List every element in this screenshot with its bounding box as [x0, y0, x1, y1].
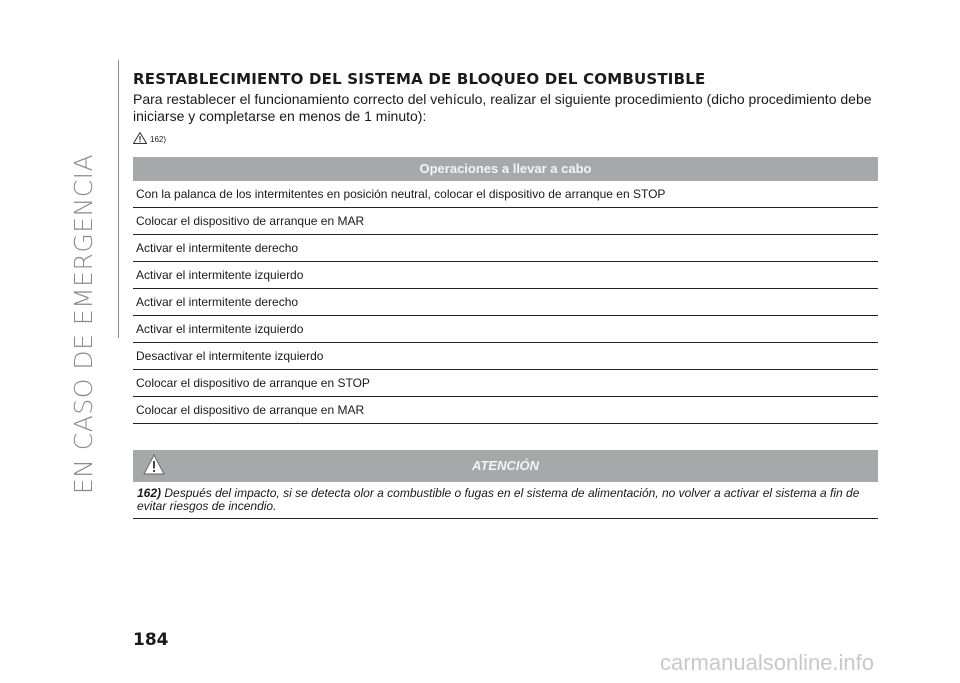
- operations-row: Colocar el dispositivo de arranque en MAR: [133, 397, 878, 424]
- operations-row: Activar el intermitente derecho: [133, 289, 878, 316]
- chapter-title: EN CASO DE EMERGENCIA: [69, 153, 98, 495]
- warning-header: [133, 450, 878, 482]
- operations-row: Con la palanca de los intermitentes en posición neutral, colocar el dispositivo de arranque en STOP: [133, 181, 878, 208]
- operations-row: Desactivar el intermitente izquierdo: [133, 343, 878, 370]
- warning-box: [133, 450, 878, 519]
- operations-row: Colocar el dispositivo de arranque en STOP: [133, 370, 878, 397]
- warning-title: ATENCIÓN: [472, 458, 539, 473]
- warning-reference-number: 162): [150, 135, 167, 144]
- watermark: carmanualsonline.info: [660, 650, 875, 675]
- warning-reference[interactable]: [133, 128, 878, 144]
- warning-description: Después del impacto, si se detecta olor a combustible o fugas en el sistema de alimentación, no volver a activar el sistema a fin de evitar riesgos de incendio.: [137, 486, 860, 513]
- operations-row: Activar el intermitente izquierdo: [133, 262, 878, 289]
- warning-number: 162): [137, 486, 162, 500]
- operations-row: Activar el intermitente derecho: [133, 235, 878, 262]
- operations-table: [133, 157, 878, 424]
- operations-table-header: Operaciones a llevar a cabo: [133, 157, 878, 181]
- operations-row: Activar el intermitente izquierdo: [133, 316, 878, 343]
- page-number: 184: [133, 630, 169, 650]
- operations-row: Colocar el dispositivo de arranque en MAR: [133, 208, 878, 235]
- warning-triangle-icon: [143, 454, 165, 476]
- chapter-divider: [118, 60, 119, 338]
- intro-paragraph: Para restablecer el funcionamiento correcto del vehículo, realizar el siguiente procedimiento (dicho procedimiento debe iniciarse y completarse en menos de 1 minuto):: [133, 91, 872, 124]
- page-content: [133, 70, 878, 519]
- warning-triangle-icon: [133, 132, 147, 144]
- warning-text: [133, 482, 878, 518]
- section-heading: RESTABLECIMIENTO DEL SISTEMA DE BLOQUEO DEL COMBUSTIBLE: [133, 70, 706, 88]
